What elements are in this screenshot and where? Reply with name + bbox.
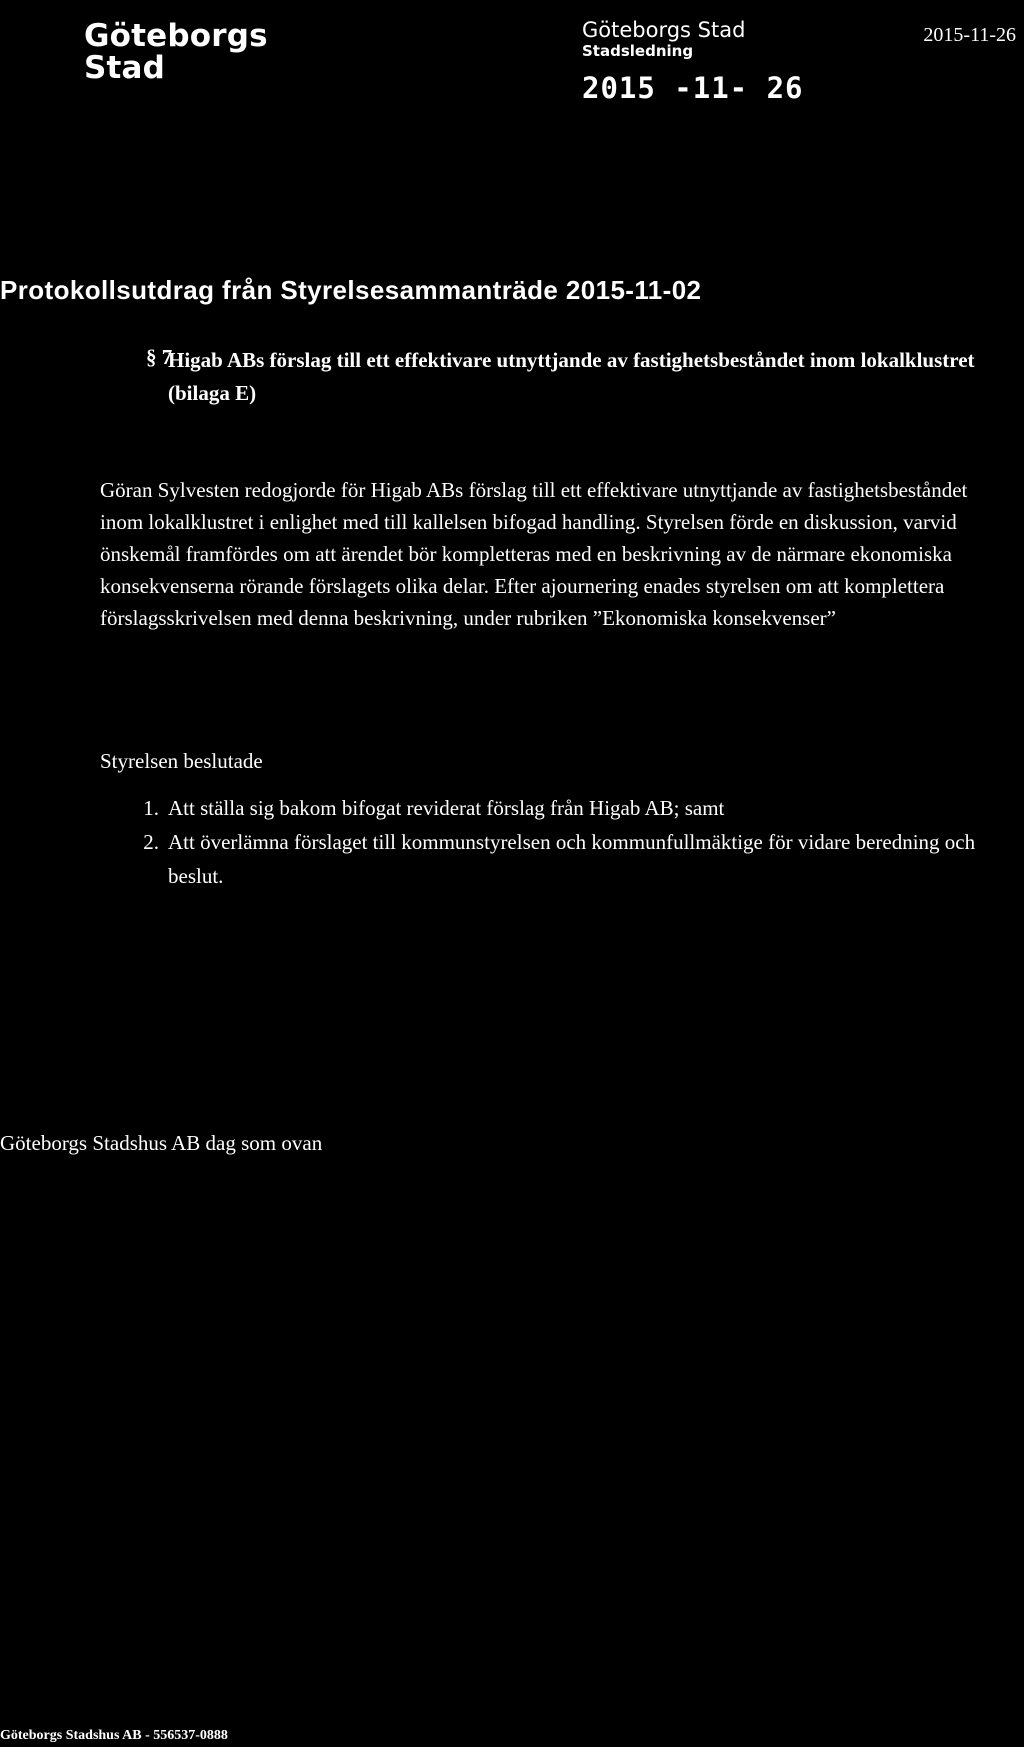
stamp-organization: Göteborgs Stad: [582, 18, 746, 42]
decision-text: Att överlämna förslaget till kommunstyrelsen och kommunfullmäktige för vidare beredning och beslut.: [168, 830, 976, 888]
paragraph-number: § 7: [146, 345, 173, 369]
stamp-date: 2015 -11- 26: [582, 71, 804, 105]
decision-text: Att ställa sig bakom bifogat reviderat förslag från Higab AB; samt: [168, 796, 725, 820]
decision-number: 2.: [143, 830, 159, 854]
stamp-unit: Stadsledning: [582, 42, 694, 60]
document-date: 2015-11-26: [923, 24, 1016, 46]
minutes-body: Göran Sylvesten redogjorde för Higab ABs förslag till ett effektivare utnyttjande av fastighetsbeståndet inom lokalklustret i enlighet med till kallelsen bifogad handling. Styrelsen förde en diskussion, varvid önskemål framfördes om att ärendet bör kompletteras med en beskrivning av de närmare ekonomiska konsekvenserna rörande förslagets olika delar. Efter ajournering enades styrelsen om att komplettera förslagsskrivelsen med denna beskrivning, under rubriken ”Ekonomiska konsekvenser”: [100, 478, 968, 630]
signature-line: Göteborgs Stadshus AB dag som ovan: [0, 1131, 323, 1155]
received-stamp: [582, 18, 802, 104]
list-item: [100, 825, 1020, 893]
logo-line-2: Stad: [84, 50, 166, 86]
paragraph-title: Higab ABs förslag till ett effektivare utnyttjande av fastighetsbeståndet inom lokalklustret (bilaga E): [168, 348, 975, 405]
city-logo: [84, 20, 268, 84]
page-title: Protokollsutdrag från Styrelsesammanträde 2015-11-02: [0, 275, 702, 305]
list-item: [100, 791, 1020, 825]
decision-number: 1.: [143, 796, 159, 820]
decision-list: [100, 791, 1020, 893]
footer-company: Göteborgs Stadshus AB - 556537-0888: [0, 1728, 228, 1743]
logo-line-1: Göteborgs: [84, 18, 268, 54]
decision-intro: Styrelsen beslutade: [100, 749, 263, 773]
